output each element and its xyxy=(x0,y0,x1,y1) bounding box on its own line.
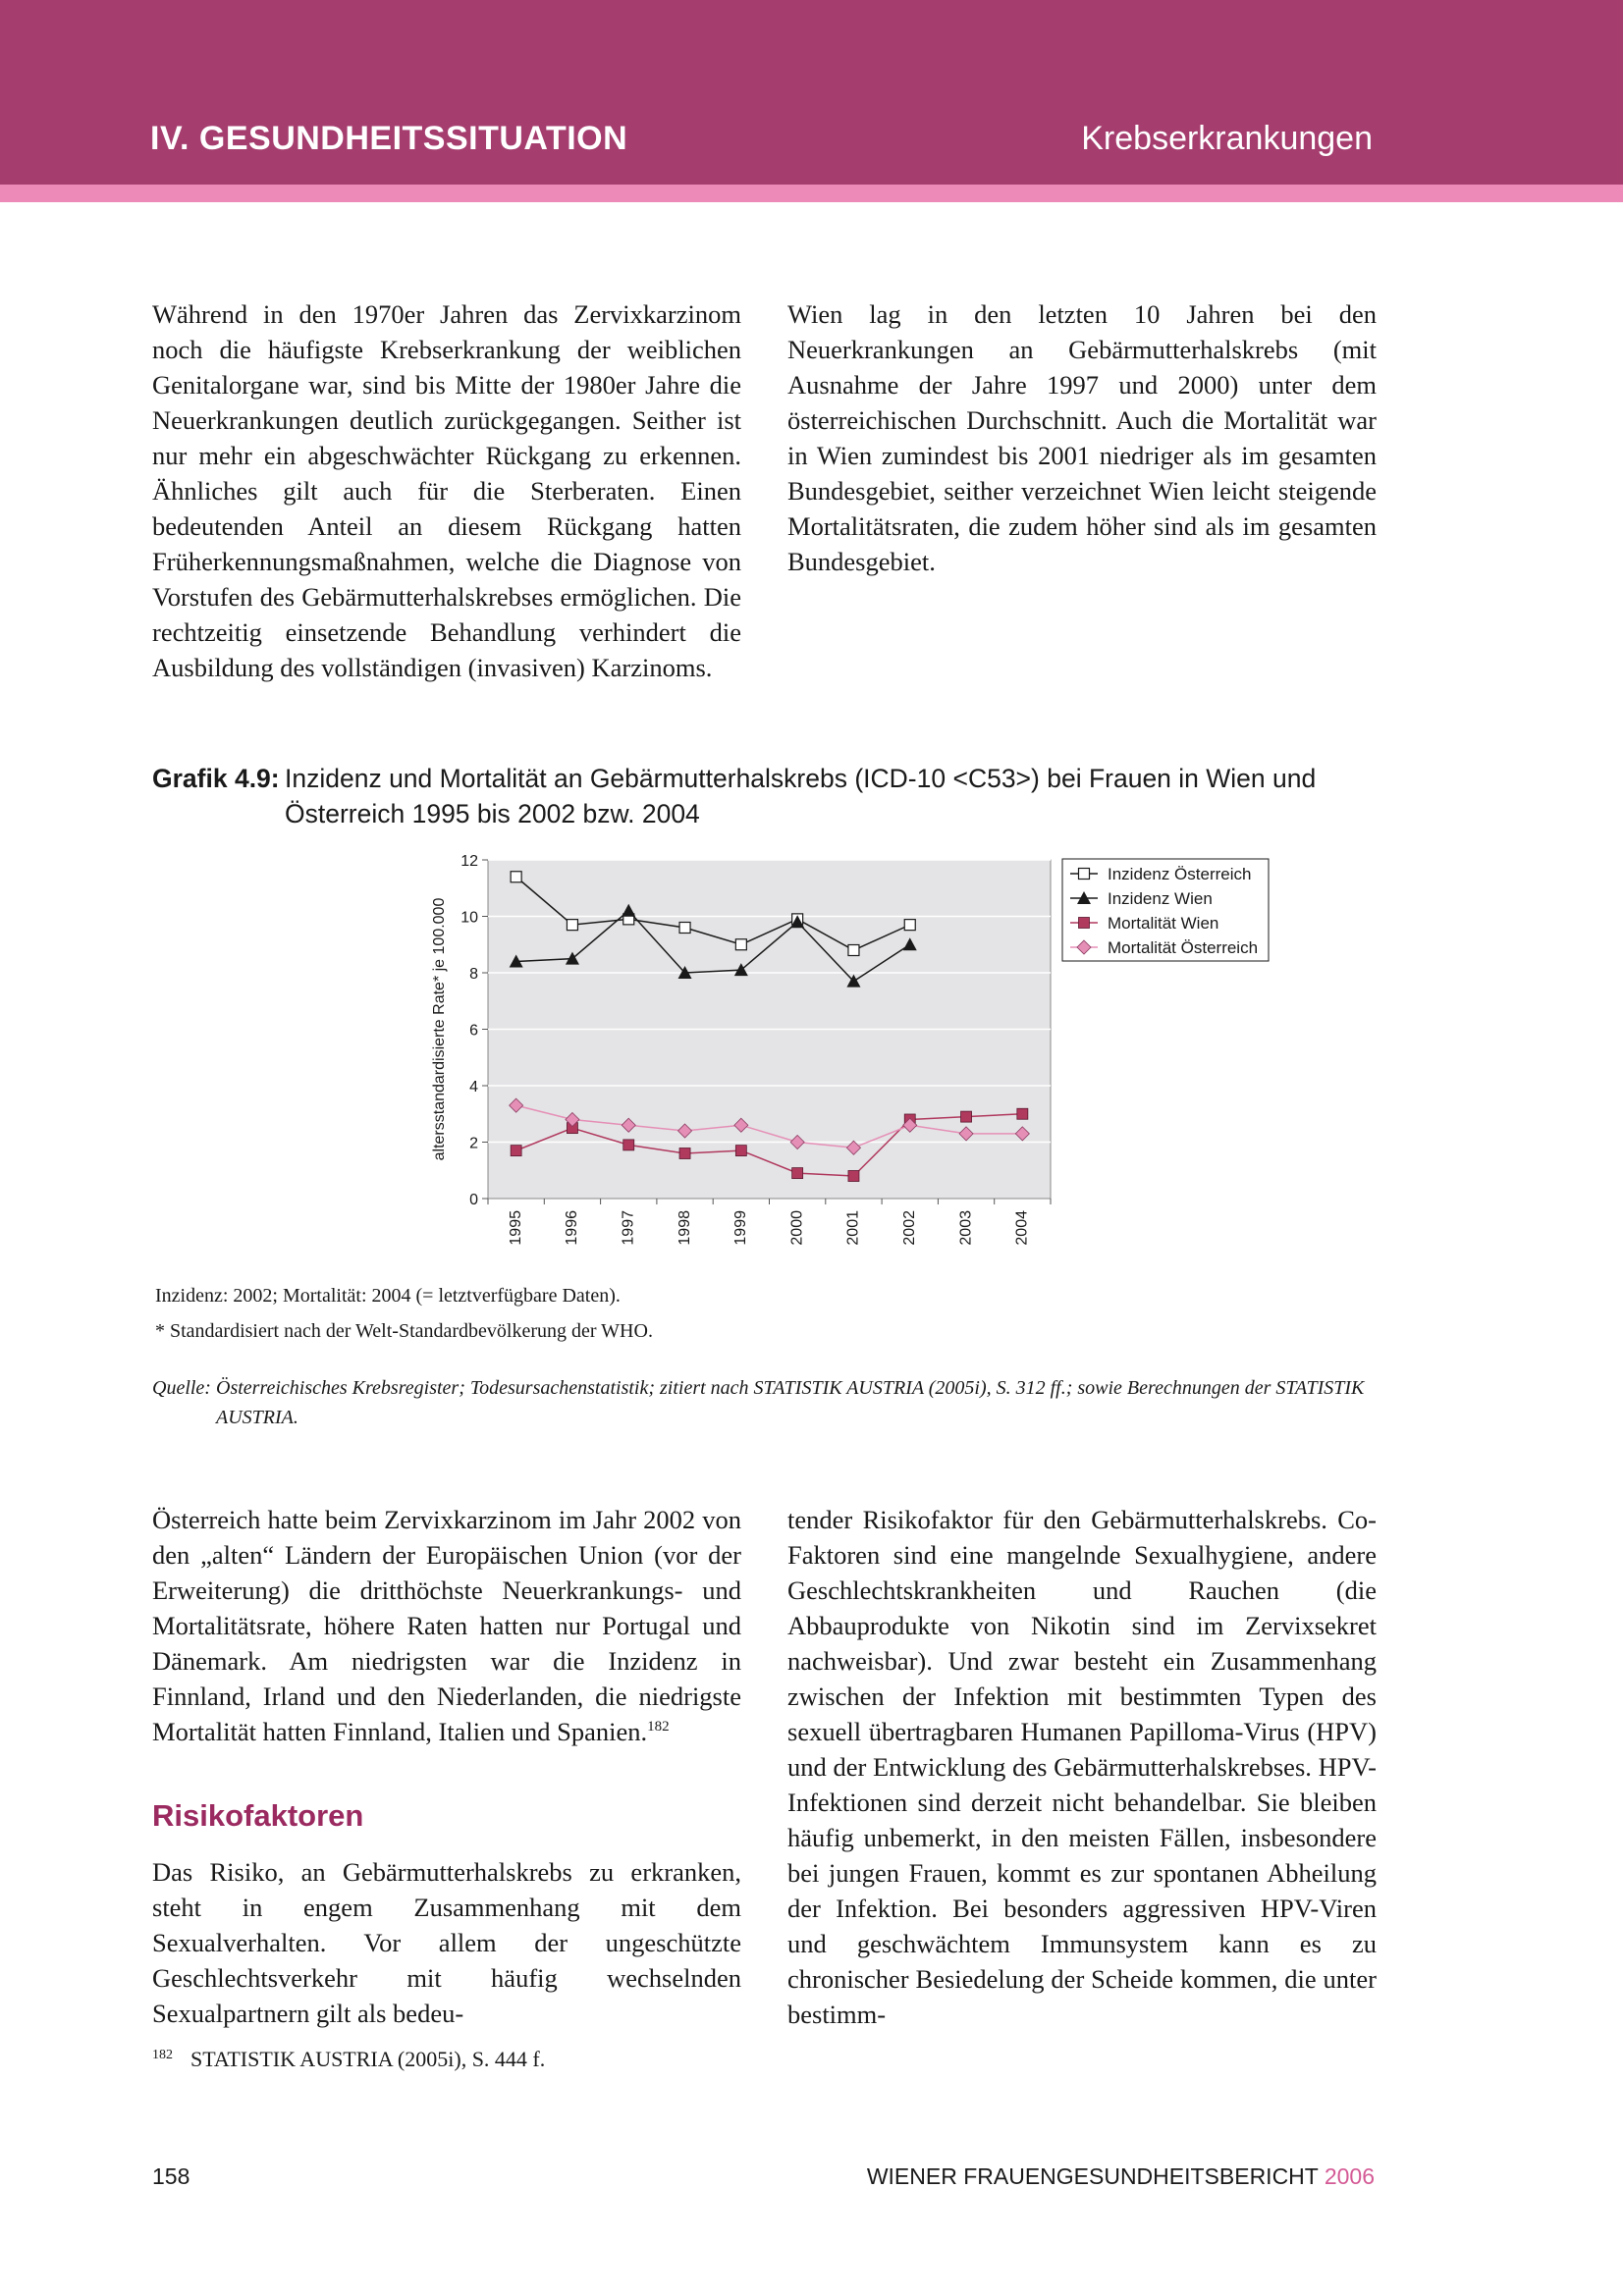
data-point xyxy=(511,872,521,882)
lower-left-text-1: Österreich hatte beim Zervixkarzinom im Jahr 2002 von den „alten“ Ländern der Europäischen Union (vor der Erweiterung) die dritthöchste Neuerkrankungs- und Mortalitätsrate, höhere Raten hatten nur Portugal und Dänemark. Am niedrigsten war die Inzidenz in Finnland, Irland und den Niederlanden, die niedrigste Mortalität hatten Finnland, Italien und Spanien. xyxy=(152,1505,741,1746)
footer-title xyxy=(867,2163,1375,2190)
footnote-number: 182 xyxy=(152,2047,173,2062)
data-point xyxy=(904,920,915,931)
x-tick-label: 1999 xyxy=(732,1210,750,1246)
figure-note-data: Inzidenz: 2002; Mortalität: 2004 (= letztverfügbare Daten). xyxy=(155,1285,621,1307)
y-tick-label: 6 xyxy=(469,1022,478,1040)
legend-marker xyxy=(1079,869,1090,880)
source-text: Österreichisches Krebsregister; Todesursachenstatistik; zitiert nach STATISTIK AUSTRIA (2005i), S. 312 ff.; sowie Berechnungen der STATISTIK AUSTRIA. xyxy=(216,1377,1365,1428)
lower-left-paragraph-2: Das Risiko, an Gebärmutterhalskrebs zu erkranken, steht in engem Zusammenhang mit dem Sexualverhalten. Vor allem der ungeschützte Geschlechtsverkehr mit häufig wechselnden Sexualpartnern gilt als bedeu- xyxy=(152,1857,741,2028)
x-tick-label: 2001 xyxy=(844,1210,862,1246)
footnote-text: STATISTIK AUSTRIA (2005i), S. 444 f. xyxy=(190,2047,546,2071)
intro-right-column xyxy=(787,296,1377,579)
x-tick-label: 2000 xyxy=(788,1210,806,1246)
intro-left-column xyxy=(152,296,741,685)
x-tick-label: 2002 xyxy=(900,1210,918,1246)
y-tick-label: 0 xyxy=(469,1192,478,1208)
x-tick-label: 2003 xyxy=(957,1210,975,1246)
y-tick-label: 8 xyxy=(469,966,478,983)
intro-right-paragraph: Wien lag in den letzten 10 Jahren bei den Neuerkrankungen an Gebärmutterhalskrebs (mit Ausnahme der Jahre 1997 und 2000) unter dem österreichischen Durchschnitt. Auch die Mortalität war in Wien zumindest bis 2001 niedriger als im gesamten Bundesgebiet, seither verzeichnet Wien leicht steigende Mortalitätsraten, die zudem höher sind als im gesamten Bundesgebiet. xyxy=(787,299,1377,576)
legend-marker xyxy=(1079,918,1090,929)
data-point xyxy=(679,1148,690,1159)
legend-label: Mortalität Wien xyxy=(1108,914,1219,933)
data-point xyxy=(961,1111,972,1122)
lower-right-paragraph: tender Risikofaktor für den Gebärmutterhalskrebs. Co-Faktoren sind eine mangelnde Sexualhygiene, andere Geschlechtskrankheiten und Rauchen (die Abbauprodukte von Nikotin sind im Zervixsekret nachweisbar). Und zwar besteht ein Zusammenhang zwischen der Infektion mit bestimmten Typen des sexuell übertragbaren Humanen Papilloma-Virus (HPV) und der Entwicklung des Gebärmutterhalskrebses. HPV-Infektionen sind derzeit nicht behandelbar. Sie bleiben häufig unbemerkt, in den meisten Fällen, insbesondere bei jungen Frauen, kommt es zur spontanen Abheilung der Infektion. Bei besonders aggressiven HPV-Viren und geschwächtem Immunsystem kann es zu chronischer Besiedelung der Scheide kommen, die unter bestimm- xyxy=(787,1505,1377,2029)
y-tick-label: 12 xyxy=(460,853,478,870)
header-stripe xyxy=(0,185,1623,202)
data-point xyxy=(792,1168,803,1179)
footnote xyxy=(152,2047,545,2072)
x-axis xyxy=(488,1199,1051,1246)
data-point xyxy=(679,923,690,934)
data-point xyxy=(623,1140,634,1150)
y-tick-label: 2 xyxy=(469,1135,478,1152)
figure-title: Inzidenz und Mortalität an Gebärmutterhalskrebs (ICD-10 <C53>) bei Frauen in Wien und Österreich 1995 bis 2002 bzw. 2004 xyxy=(285,764,1317,828)
data-point xyxy=(1017,1108,1028,1119)
y-axis xyxy=(460,853,488,1208)
data-point xyxy=(735,1146,746,1156)
data-point xyxy=(848,1171,859,1182)
footer-year: 2006 xyxy=(1324,2163,1375,2189)
x-tick-label: 1998 xyxy=(676,1210,693,1246)
topic-title: Krebserkrankungen xyxy=(1081,120,1373,157)
y-tick-label: 4 xyxy=(469,1079,478,1095)
source-label: Quelle: xyxy=(152,1377,211,1399)
lower-left-column-2 xyxy=(152,1854,741,2031)
section-title: IV. GESUNDHEITSSITUATION xyxy=(150,120,628,157)
x-tick-label: 1997 xyxy=(620,1210,637,1246)
data-point xyxy=(848,945,859,956)
line-chart xyxy=(422,839,1306,1271)
y-tick-label: 10 xyxy=(460,909,478,927)
lower-left-column xyxy=(152,1502,741,1749)
lower-left-paragraph-1 xyxy=(152,1502,741,1749)
footnote-ref: 182 xyxy=(647,1719,670,1735)
figure-label: Grafik 4.9: xyxy=(152,764,280,793)
data-point xyxy=(735,939,746,950)
y-axis-label: altersstandardisierte Rate* je 100.000 xyxy=(431,897,448,1161)
section-heading-risikofaktoren: Risikofaktoren xyxy=(152,1798,364,1833)
legend xyxy=(1062,859,1269,961)
footer-title-text: WIENER FRAUENGESUNDHEITSBERICHT xyxy=(866,2163,1319,2189)
page-number: 158 xyxy=(152,2163,190,2189)
data-point xyxy=(511,1146,521,1156)
figure-source xyxy=(152,1373,1380,1432)
legend-label: Mortalität Österreich xyxy=(1108,938,1259,957)
figure-caption xyxy=(152,761,1380,831)
figure-note-standard: * Standardisiert nach der Welt-Standardbevölkerung der WHO. xyxy=(155,1320,653,1342)
intro-left-paragraph: Während in den 1970er Jahren das Zervixkarzinom noch die häufigste Krebserkrankung der weiblichen Genitalorgane war, sind bis Mitte der 1980er Jahre die Neuerkrankungen deutlich zurückgegangen. Seither ist nur mehr ein abgeschwächter Rückgang zu erkennen. Ähnliches gilt auch für die Sterberaten. Einen bedeutenden Anteil an diesem Rückgang hatten Früherkennungsmaßnahmen, welche die Diagnose von Vorstufen des Gebärmutterhalskrebses ermöglichen. Die rechtzeitig einsetzende Behandlung verhindert die Ausbildung des vollständigen (invasiven) Karzinoms. xyxy=(152,299,741,682)
x-tick-label: 2004 xyxy=(1013,1210,1031,1246)
x-tick-label: 1995 xyxy=(507,1210,524,1246)
data-point xyxy=(567,920,577,931)
x-tick-label: 1996 xyxy=(564,1210,581,1246)
legend-label: Inzidenz Wien xyxy=(1108,889,1213,908)
legend-label: Inzidenz Österreich xyxy=(1108,865,1252,883)
lower-right-column xyxy=(787,1502,1377,2032)
